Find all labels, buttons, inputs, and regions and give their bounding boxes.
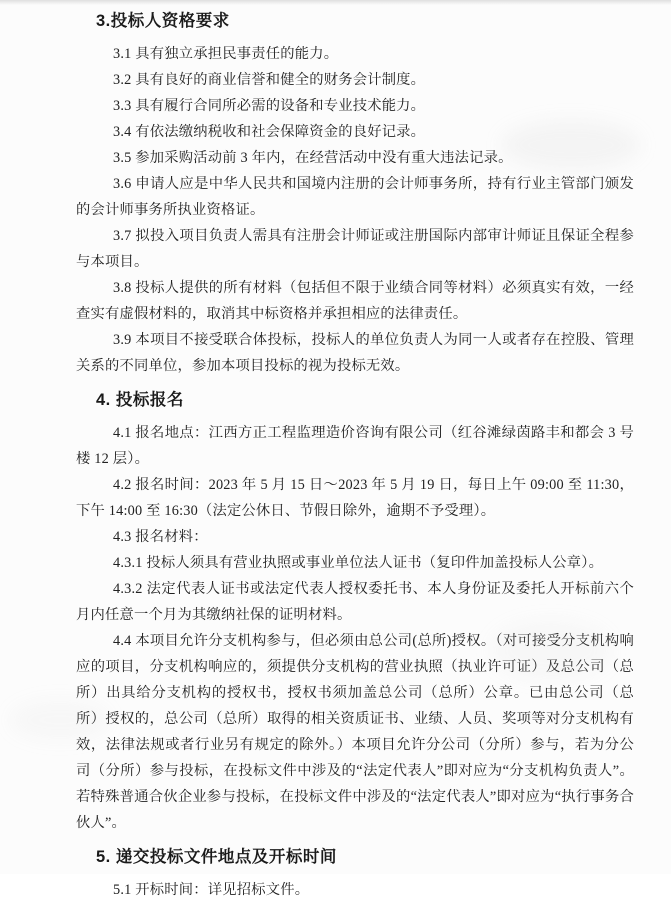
- para-4-3: 4.3 报名材料：: [113, 529, 208, 545]
- para-4-1: 4.1 报名地点：江西方正工程监理造价咨询有限公司（红谷滩绿茵路丰和都会 3 号楼 12 层）。: [76, 425, 634, 467]
- para-3-4: 3.4 有依法缴纳税收和社会保障资金的良好记录。: [113, 124, 426, 140]
- scan-top-edge: [0, 0, 671, 5]
- para-3-1: 3.1 具有独立承担民事责任的能力。: [113, 46, 339, 62]
- para-4-4: 4.4 本项目允许分支机构参与，但必须由总公司(总所)授权。（对可接受分支机构响应的项目，分支机构响应的，须提供分支机构的营业执照（执业许可证）及总公司（总所）出具给分支机构的授权书，授权书须加盖总公司（总所）公章。已由总公司（总所）授权的，总公司（总所）取得的相关资质证书、业绩、人员、奖项等对分支机构有效，法律法规或者行业另有规定的除外。）本项目允许分公司（分所）参与，若为分公司（分所）参与投标，在投标文件中涉及的“法定代表人”即对应为“分支机构负责人”。若特殊普通合伙企业参与投标，在投标文件中涉及的“法定代表人”即对应为“执行事务合伙人”。: [76, 633, 634, 831]
- para-4-2: 4.2 报名时间：2023 年 5 月 15 日～2023 年 5 月 19 日，每日上午 09:00 至 11:30，下午 14:00 至 16:30（法定公休日、节假日除外，逾期不予受理）。: [76, 477, 634, 519]
- para-3-2: 3.2 具有良好的商业信誉和健全的财务会计制度。: [113, 72, 426, 88]
- para-3-5: 3.5 参加采购活动前 3 年内，在经营活动中没有重大违法记录。: [113, 150, 513, 166]
- section-3-heading: 3.投标人资格要求: [96, 12, 230, 30]
- para-4-3-2: 4.3.2 法定代表人证书或法定代表人授权委托书、本人身份证及委托人开标前六个月内任意一个月为其缴纳社保的证明材料。: [76, 581, 634, 623]
- para-5-1: 5.1 开标时间：详见招标文件。: [113, 882, 310, 898]
- para-3-6: 3.6 申请人应是中华人民共和国境内注册的会计师事务所，持有行业主管部门颁发的会计师事务所执业资格证。: [76, 176, 634, 218]
- section-4-heading: 4. 投标报名: [96, 391, 184, 409]
- section-5-heading: 5. 递交投标文件地点及开标时间: [96, 848, 337, 866]
- para-3-8: 3.8 投标人提供的所有材料（包括但不限于业绩合同等材料）必须真实有效，一经查实有虚假材料的，取消其中标资格并承担相应的法律责任。: [76, 280, 634, 322]
- para-3-3: 3.3 具有履行合同所必需的设备和专业技术能力。: [113, 98, 426, 114]
- para-3-7: 3.7 拟投入项目负责人需具有注册会计师证或注册国际内部审计师证且保证全程参与本项目。: [76, 228, 634, 270]
- para-3-9: 3.9 本项目不接受联合体投标，投标人的单位负责人为同一人或者存在控股、管理关系的不同单位，参加本项目投标的视为投标无效。: [76, 332, 634, 374]
- para-4-3-1: 4.3.1 投标人须具有营业执照或事业单位法人证书（复印件加盖投标人公章）。: [113, 555, 604, 571]
